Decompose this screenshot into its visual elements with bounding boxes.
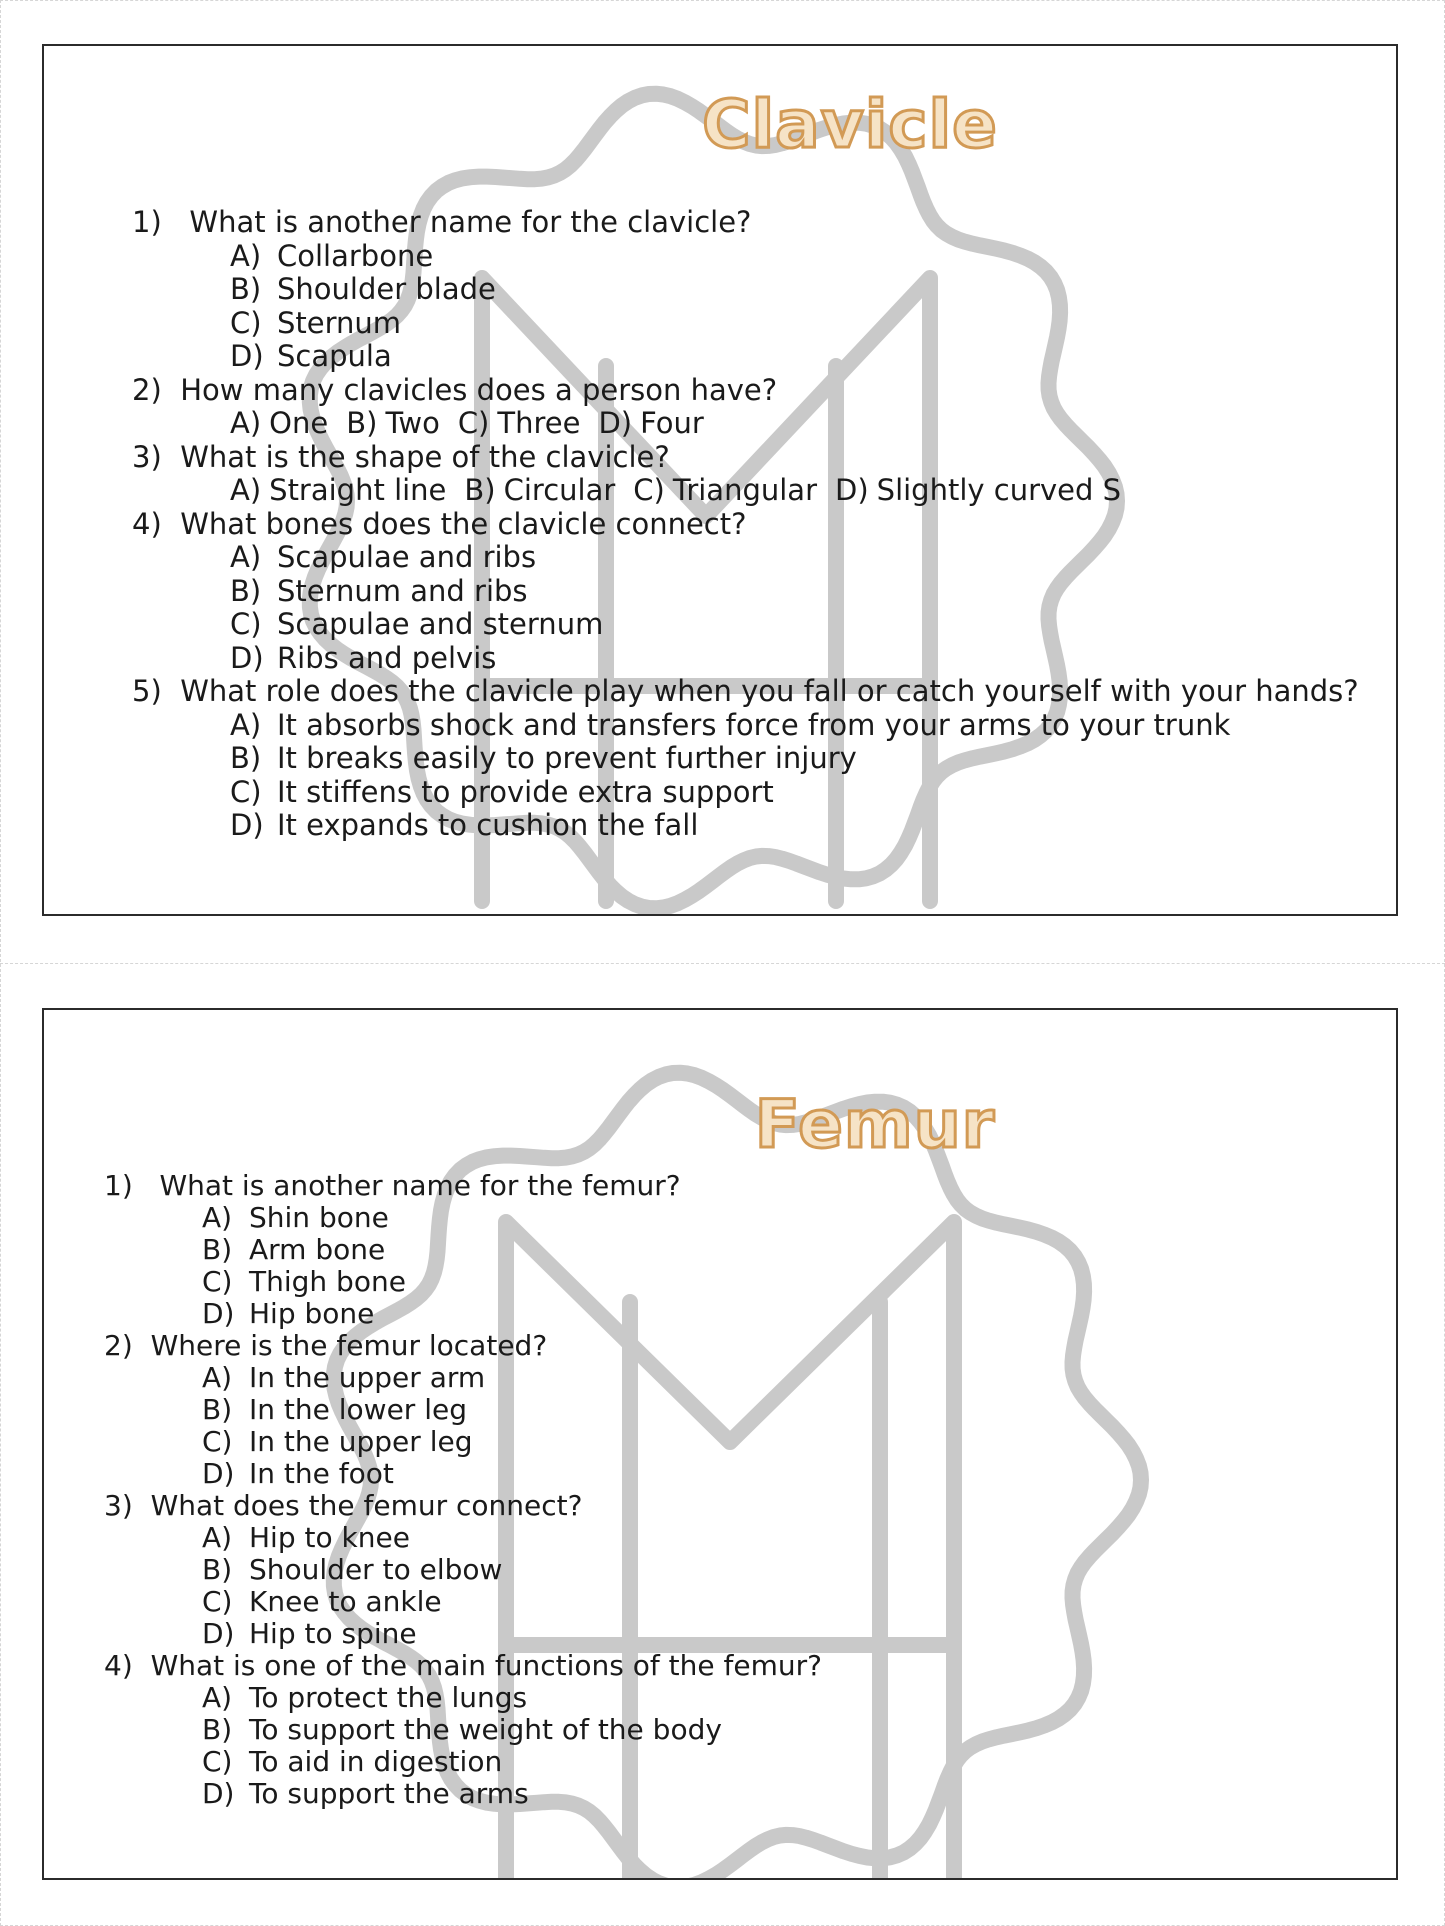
card-title: Femur [754,1086,996,1163]
answer-option: A) Shin bone [202,1201,389,1234]
option-list [132,474,1359,508]
answer-option: A) In the upper arm [202,1361,486,1394]
answer-option: D) It expands to cushion the fall [230,808,699,842]
question-item [132,441,1359,508]
answer-option: C) It stiffens to provide extra support [230,774,774,809]
answer-option: D) Four [598,406,704,440]
question-text: 5) What role does the clavicle play when you fall or catch yourself with your hands? [132,674,1359,708]
answer-option: B) Shoulder to elbow [202,1553,503,1586]
answer-option: C) Thigh bone [202,1265,406,1298]
question-item [104,1170,822,1330]
question-item [132,508,1359,676]
option-list [104,1682,822,1810]
answer-option: A) Straight line [230,473,447,507]
answer-option: C) In the upper leg [202,1425,473,1458]
answer-option: D) Hip to spine [202,1617,417,1650]
question-item [132,206,1359,374]
option-list [132,240,1359,374]
answer-option: A) Collarbone [230,238,434,273]
question-item [132,675,1359,843]
answer-option: B) It breaks easily to prevent further injury [230,741,857,775]
card-title: Clavicle [702,86,998,163]
cut-line [0,963,1445,964]
question-text: 4) What is one of the main functions of the femur? [104,1649,822,1682]
answer-option: C) Triangular [633,473,817,507]
answer-option: B) Shoulder blade [230,272,496,306]
answer-option: B) To support the weight of the body [202,1713,722,1746]
question-list [104,1170,822,1810]
answer-option: C) Three [457,406,581,440]
answer-option: D) Slightly curved S [835,473,1122,507]
answer-option: A) Hip to knee [202,1521,410,1554]
question-text: 3) What does the femur connect? [104,1489,583,1522]
answer-option: C) Sternum [230,305,402,340]
answer-option: A) One [230,406,329,440]
question-text: 1) What is another name for the clavicle? [132,205,752,239]
answer-option: C) Knee to ankle [202,1585,442,1618]
answer-option: D) Hip bone [202,1297,375,1330]
answer-option: D) In the foot [202,1457,394,1490]
answer-option: A) It absorbs shock and transfers force from your arms to your trunk [230,707,1231,742]
answer-option: C) To aid in digestion [202,1745,503,1778]
answer-option: A) Scapulae and ribs [230,540,537,574]
question-text: 3) What is the shape of the clavicle? [132,439,670,474]
answer-option: B) Two [346,406,440,440]
answer-option: B) Arm bone [202,1233,386,1266]
answer-option: B) Sternum and ribs [230,573,528,608]
answer-option: A) To protect the lungs [202,1681,528,1714]
answer-option: D) Ribs and pelvis [230,640,497,675]
option-list [104,1362,822,1490]
question-text: 2) How many clavicles does a person have? [132,372,778,407]
question-item [132,374,1359,441]
question-text: 4) What bones does the clavicle connect? [132,506,747,541]
question-item [104,1330,822,1490]
answer-option: D) To support the arms [202,1777,529,1810]
question-item [104,1490,822,1650]
answer-option: B) In the lower leg [202,1393,467,1426]
option-list [132,541,1359,675]
question-text: 2) Where is the femur located? [104,1329,548,1362]
answer-option: B) Circular [464,473,616,507]
option-list [104,1202,822,1330]
option-list [132,407,1359,441]
question-item [104,1650,822,1810]
question-text: 1) What is another name for the femur? [104,1169,681,1202]
option-list [132,709,1359,843]
option-list [104,1522,822,1650]
answer-option: D) Scapula [230,339,392,373]
question-list [132,206,1359,843]
answer-option: C) Scapulae and sternum [230,607,604,641]
quiz-card-femur [42,1008,1398,1880]
quiz-card-clavicle [42,44,1398,916]
